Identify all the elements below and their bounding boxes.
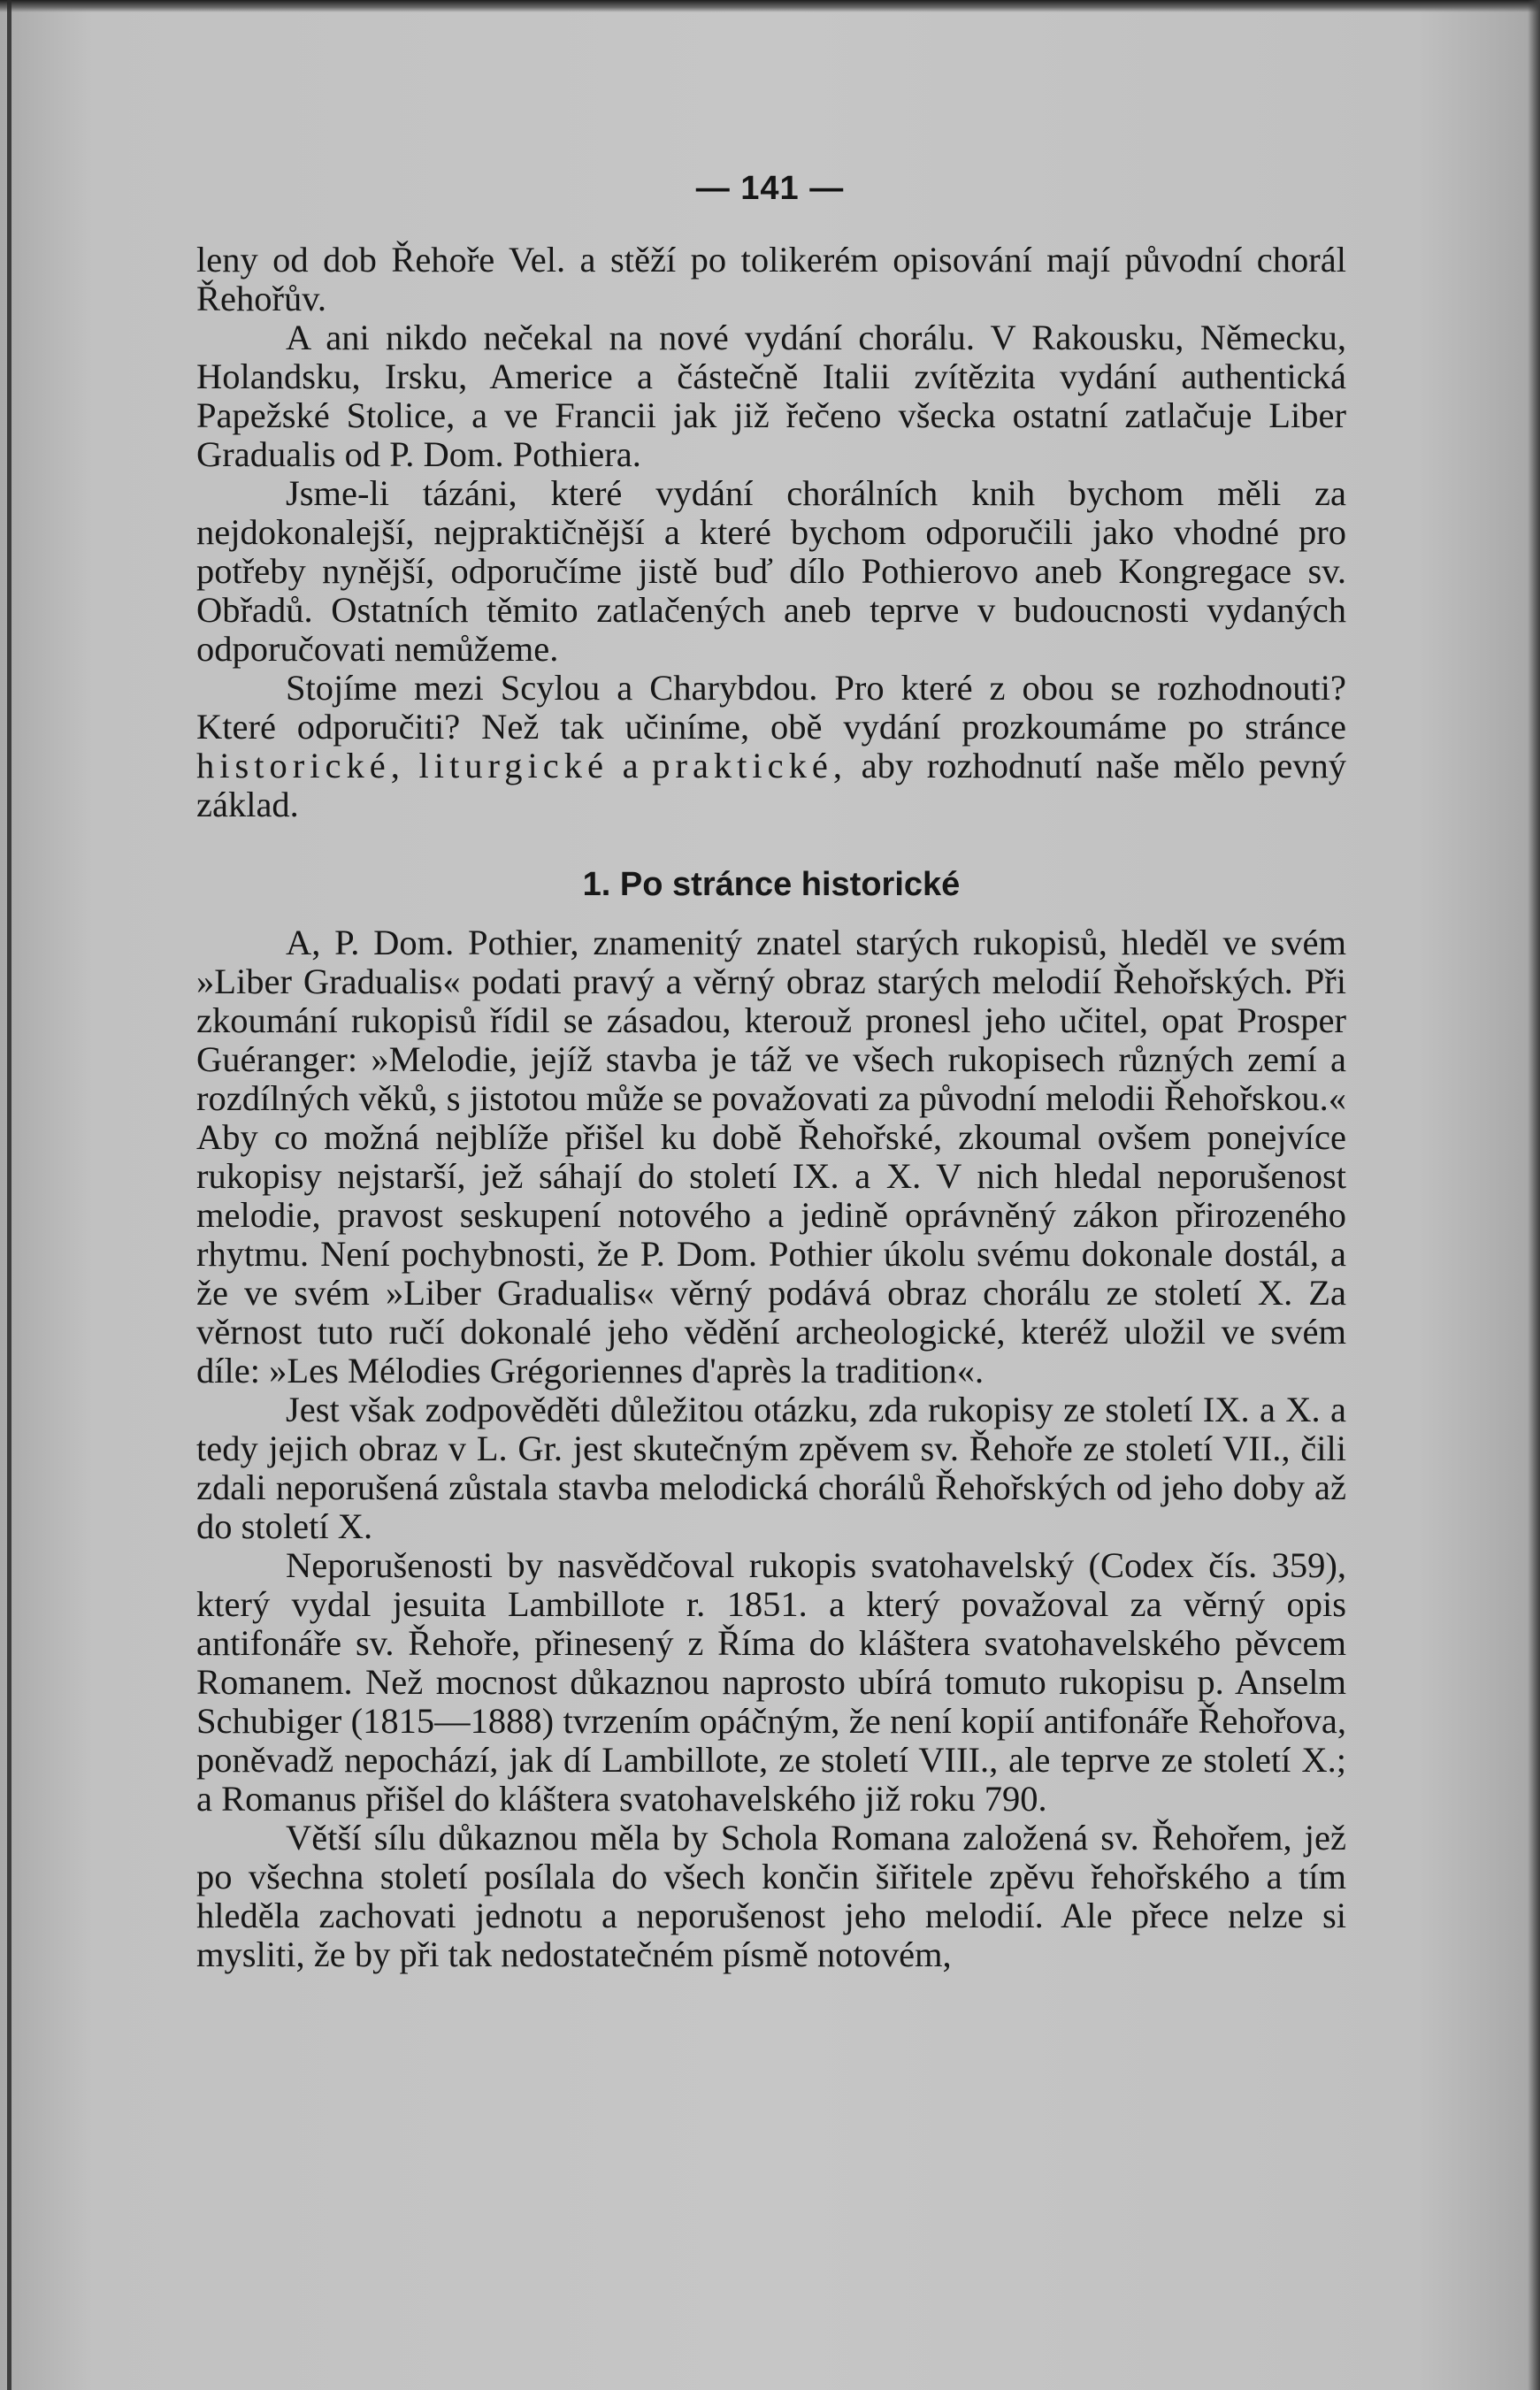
emphasis-prakticke: praktické, bbox=[652, 746, 848, 785]
scan-top-edge bbox=[0, 0, 1540, 12]
emphasis-liturgicke: liturgické bbox=[418, 746, 609, 785]
paragraph: Neporušenosti by nasvědčoval rukopis svatohavelský (Codex čís. 359), který vydal jesuita Lambillote r. 1851. a který považoval za věrný opis antifonáře sv. Řehoře, přinesený z Říma do kláštera svatohavelského pěvcem Romanem. Než mocnost důkaznou naprosto ubírá tomuto rukopisu p. Anselm Schubiger (1815—1888) tvrzením opáčným, že není kopií antifonáře Řehořova, poněvadž nepochází, jak dí Lambillote, ze století VIII., ale teprve ze století X.; a Romanus přišel do kláštera svatohavelského již roku 790. bbox=[196, 1545, 1346, 1819]
paragraph-continuation: leny od dob Řehoře Vel. a stěží po tolikerém opisování mají původní chorál Řehořův. bbox=[196, 240, 1346, 318]
body-text bbox=[196, 241, 1346, 1974]
paragraph-text: Stojíme mezi Scylou a Charybdou. Pro které z obou se rozhodnouti? Které odporučiti? Než tak učiníme, obě vydání prozkoumáme po stránce bbox=[196, 668, 1346, 747]
paragraph: Jsme-li tázáni, které vydání chorálních knih bychom měli za nejdokonalejší, nejpraktičnější a které bychom odporučili jako vhodné pro potřeby nynější, odporučíme jistě buď dílo Pothierovo aneb Kongregace sv. Obřadů. Ostatních těmito zatlačených aneb teprve v budoucnosti vydaných odporučovati nemůžeme. bbox=[196, 473, 1346, 669]
paragraph-text: aby rozhodnutí naše mělo pevný základ. bbox=[196, 746, 1347, 824]
paragraph: A ani nikdo nečekal na nové vydání chorálu. V Rakousku, Německu, Holandsku, Irsku, Americe a částečně Italii zvítězita vydání authentická Papežské Stolice, a ve Francii jak již řečeno všecka ostatní zatlačuje Liber Gradualis od P. Dom. Pothiera. bbox=[196, 318, 1346, 474]
scan-right-edge bbox=[1528, 0, 1540, 2390]
emphasis-historicke: historické, bbox=[196, 746, 405, 785]
paragraph-with-emphasis bbox=[196, 669, 1346, 824]
section-heading: 1. Po stránce historické bbox=[582, 866, 961, 903]
paragraph: A, P. Dom. Pothier, znamenitý znatel starých rukopisů, hleděl ve svém »Liber Gradualis« podati pravý a věrný obraz starých melodií Řehořských. Při zkoumání rukopisů řídil se zásadou, kterouž pronesl jeho učitel, opat Prosper Guéranger: »Melodie, jejíž stavba je táž ve všech rukopisech různých zemí a rozdílných věků, s jistotou může se považovati za původní melodii Řehořskou.« Aby co možná nejblíže přišel ku době Řehořské, zkoumal ovšem ponejvíce rukopisy nejstarší, jež sáhají do století IX. a X. V nich hledal neporušenost melodie, pravost seskupení notového a jedině oprávněný zákon přirozeného rhytmu. Není pochybnosti, že P. Dom. Pothier úkolu svému dokonale dostál, a že ve svém »Liber Gradualis« věrný podává obraz chorálu ze století X. Za věrnost tuto ručí dokonalé jeho vědění archeologické, kteréž uložil ve svém díle: »Les Mélodies Grégoriennes d'après la tradition«. bbox=[196, 923, 1346, 1390]
paragraph: Větší sílu důkaznou měla by Schola Romana založená sv. Řehořem, jež po všechna století posílala do všech končin šiřitele zpěvu řehořského a tím hleděla zachovati jednotu a neporušenost jeho melodií. Ale přece nelze si mysliti, že by při tak nedostatečném písmě notovém, bbox=[196, 1818, 1346, 1974]
page-number: — 141 — bbox=[695, 170, 845, 207]
paragraph: Jest však zodpověděti důležitou otázku, zda rukopisy ze století IX. a X. a tedy jejich obraz v L. Gr. jest skutečným zpěvem sv. Řehoře ze století VII., čili zdali neporušená zůstala stavba melodická chorálů Řehořských od jeho doby až do století X. bbox=[196, 1390, 1346, 1546]
scan-left-edge bbox=[7, 0, 11, 2390]
conjunction: a bbox=[622, 746, 639, 785]
